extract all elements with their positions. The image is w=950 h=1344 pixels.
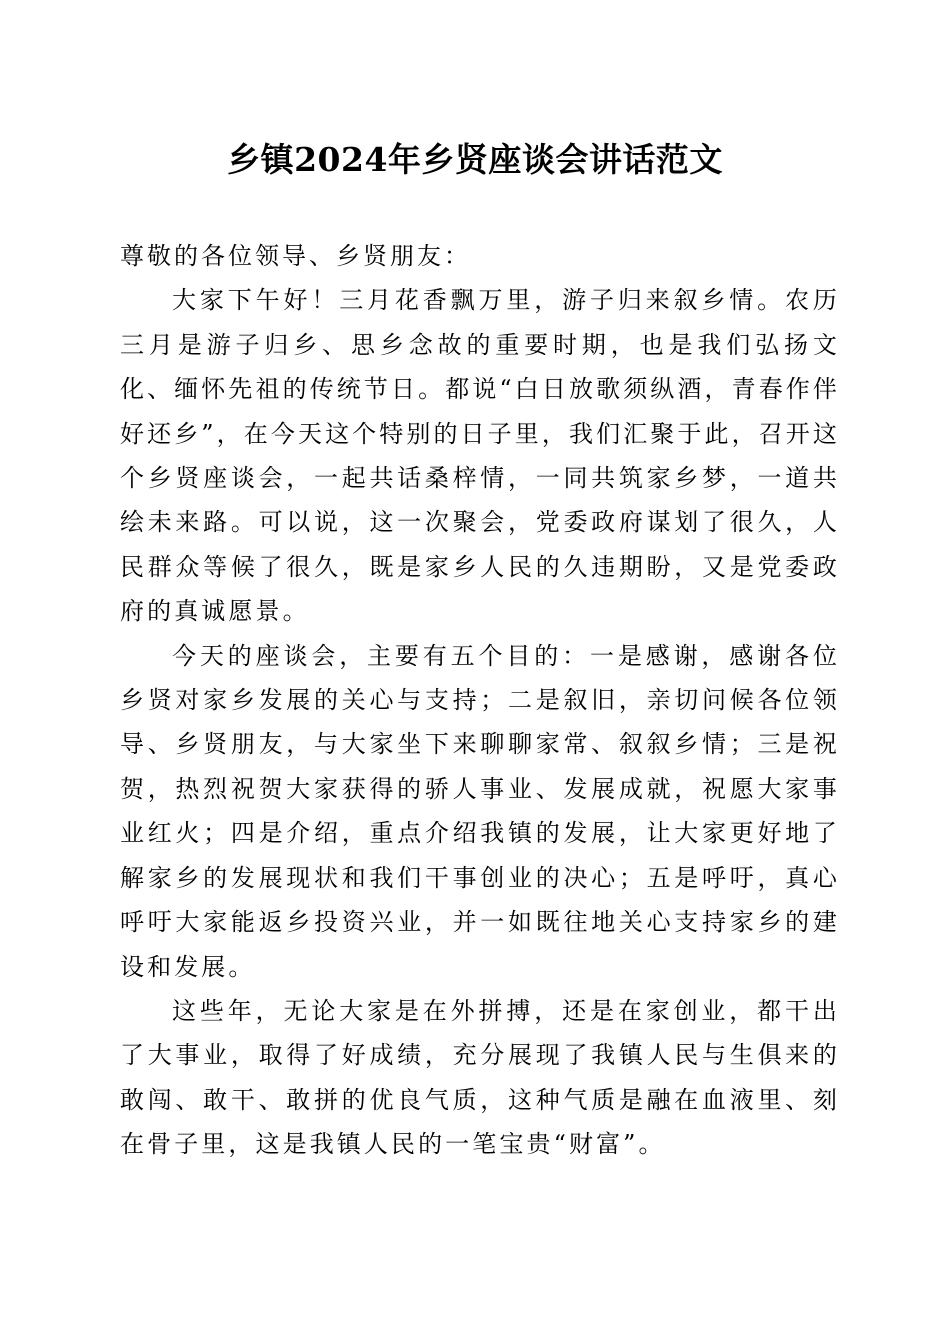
document-title: 乡镇2024年乡贤座谈会讲话范文 <box>227 140 723 179</box>
document-body <box>120 234 840 1167</box>
paragraph-1: 大家下午好！三月花香飘万里，游子归来叙乡情。农历三月是游子归乡、思乡念故的重要时期，也是我们弘扬文化、缅怀先祖的传统节日。都说“白日放歌须纵酒，青春作伴好还乡”，在今天这个特别的日子里，我们汇聚于此，召开这个乡贤座谈会，一起共话桑梓情，一同共筑家乡梦，一道共绘未来路。可以说，这一次聚会，党委政府谋划了很久，人民群众等候了很久，既是家乡人民的久违期盼，又是党委政府的真诚愿景。 <box>120 286 840 626</box>
salutation: 尊敬的各位领导、乡贤朋友： <box>120 242 471 270</box>
paragraph-2: 今天的座谈会，主要有五个目的：一是感谢，感谢各位乡贤对家乡发展的关心与支持；二是叙旧，亲切问候各位领导、乡贤朋友，与大家坐下来聊聊家常、叙叙乡情；三是祝贺，热烈祝贺大家获得的骄人事业、发展成就，祝愿大家事业红火；四是介绍，重点介绍我镇的发展，让大家更好地了解家乡的发展现状和我们干事创业的决心；五是呼吁，真心呼吁大家能返乡投资兴业，并一如既往地关心支持家乡的建设和发展。 <box>120 641 840 981</box>
paragraph-3: 这些年，无论大家是在外拼搏，还是在家创业，都干出了大事业，取得了好成绩，充分展现了我镇人民与生俱来的敢闯、敢干、敢拼的优良气质，这种气质是融在血液里、刻在骨子里，这是我镇人民的一笔宝贵“财富”。 <box>120 996 840 1159</box>
